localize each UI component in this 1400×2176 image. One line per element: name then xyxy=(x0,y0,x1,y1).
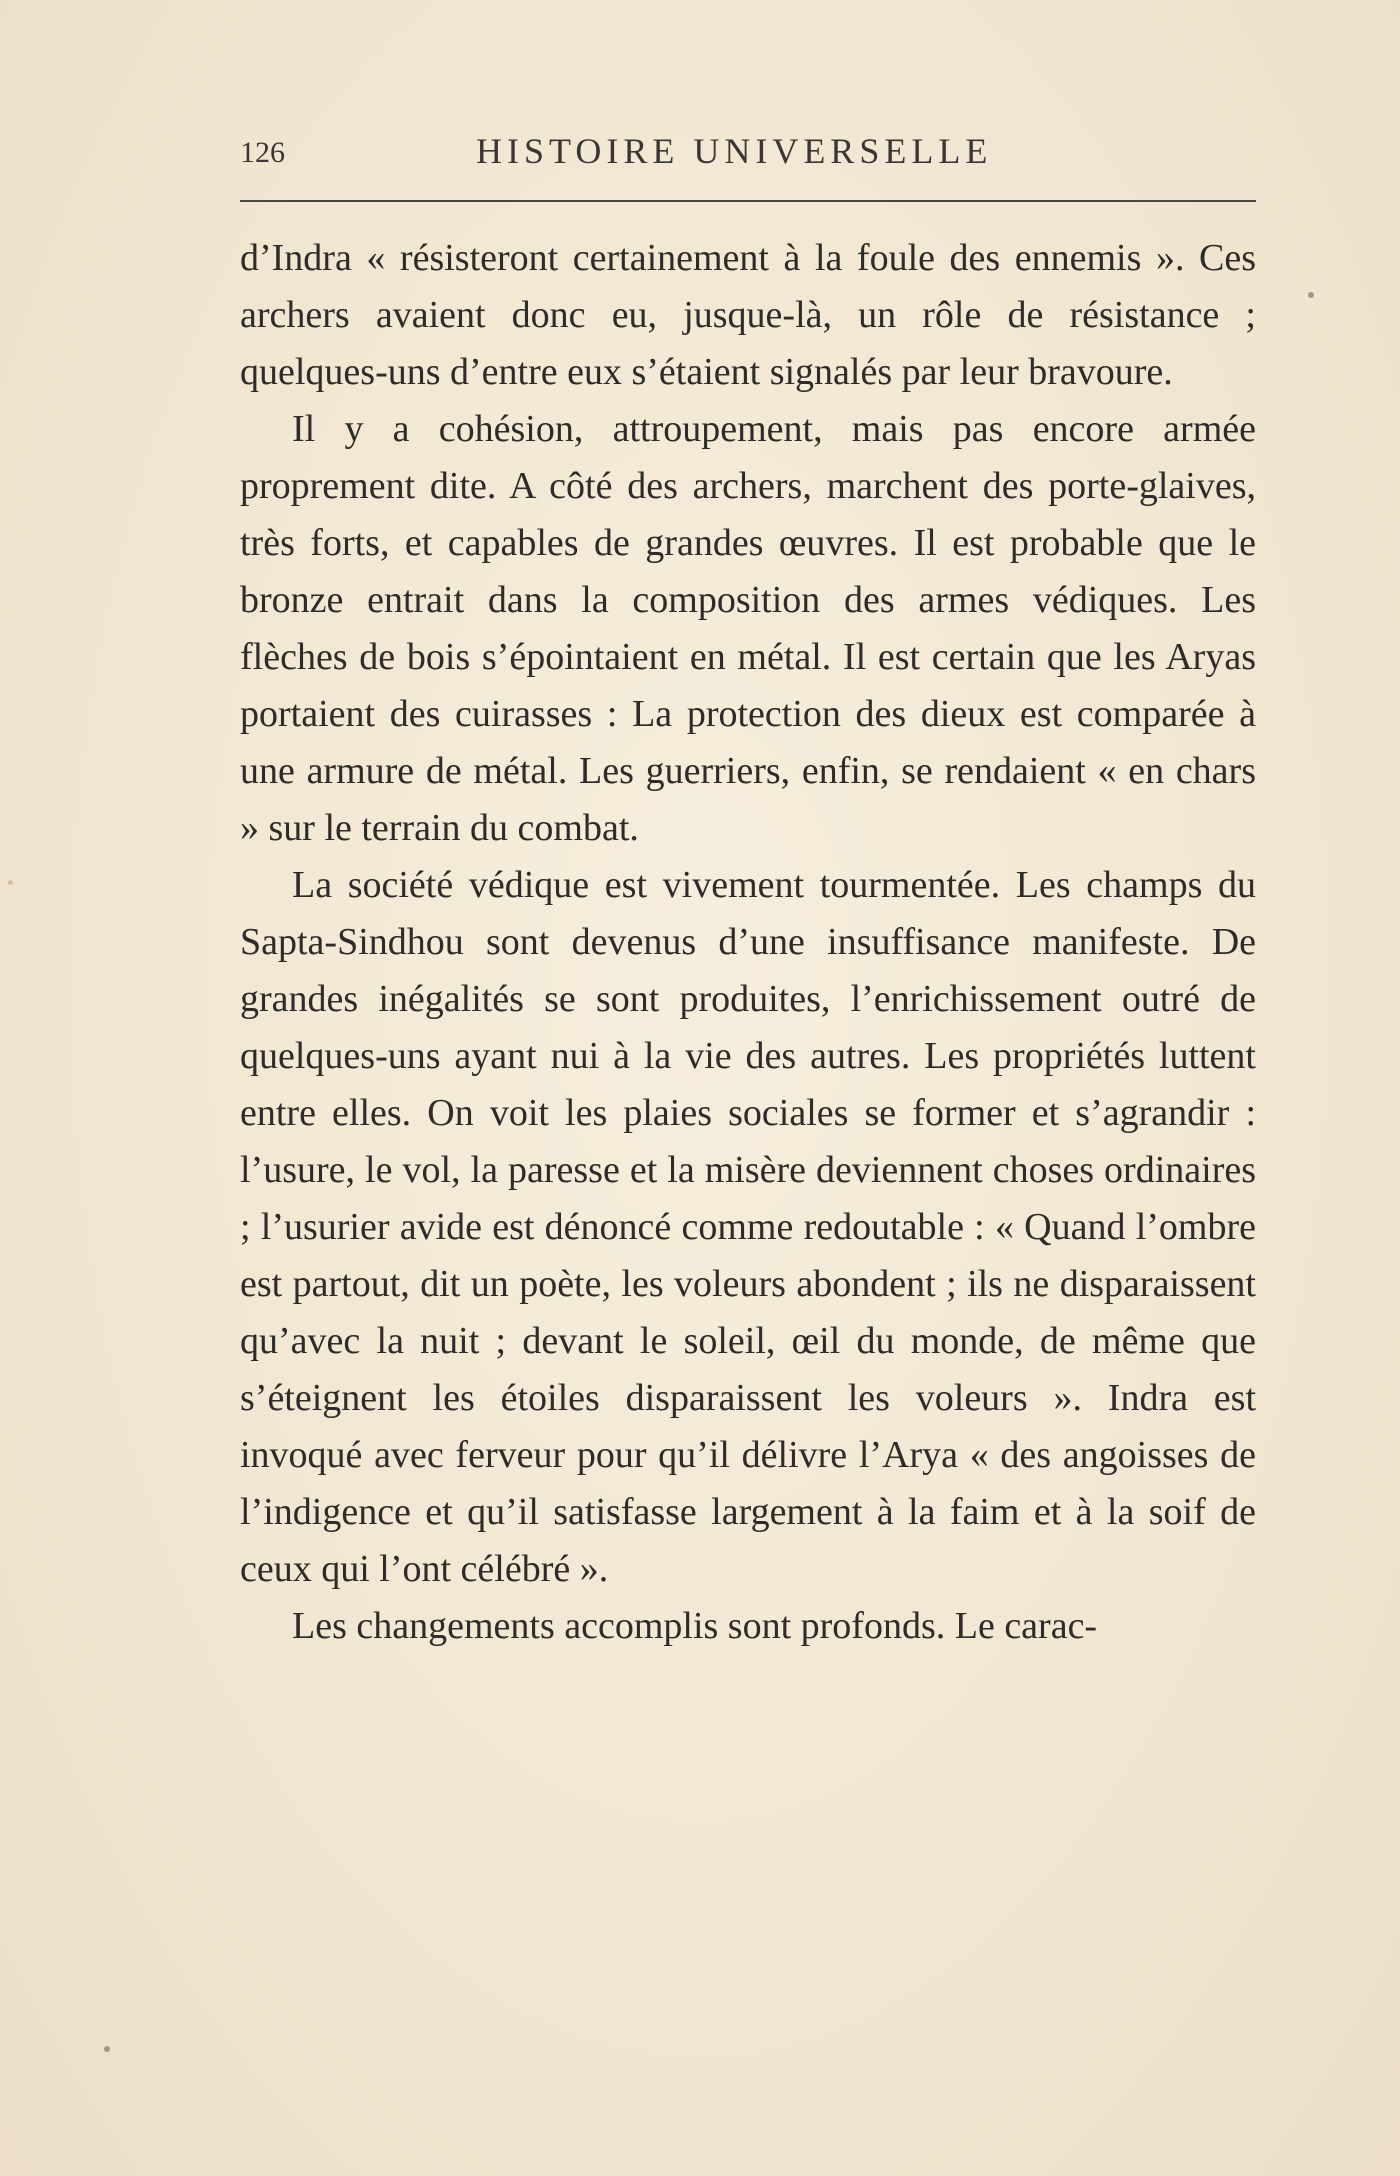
paragraph-2: Il y a cohésion, attroupement, mais pas encore armée proprement dite. A côté des archers, marchent des porte-glaives, très forts, et capables de grandes œuvres. Il est probable que le bronze entrait dans la composition des armes védiques. Les flèches de bois s’épointaient en métal. Il est certain que les Aryas portaient des cuirasses : La protection des dieux est comparée à une armure de métal. Les guerriers, enfin, se rendaient « en chars » sur le terrain du combat. xyxy=(240,408,1256,849)
running-title: HISTOIRE UNIVERSELLE xyxy=(476,131,993,171)
header-rule xyxy=(240,200,1256,202)
paragraph-1: d’Indra « résisteront certainement à la foule des ennemis ». Ces archers avaient donc eu, jusque-là, un rôle de résistance ; quelques-uns d’entre eux s’étaient signalés par leur bravoure. xyxy=(240,237,1256,393)
paper-speck xyxy=(8,880,13,885)
paper-speck xyxy=(104,2046,110,2052)
page-header xyxy=(240,128,1256,178)
paragraph-3: La société védique est vivement tourmentée. Les champs du Sapta-Sindhou sont devenus d’une insuffisance manifeste. De grandes inégalités se sont produites, l’enrichissement outré de quelques-uns ayant nui à la vie des autres. Les propriétés luttent entre elles. On voit les plaies sociales se former et s’agrandir : l’usure, le vol, la paresse et la misère deviennent choses ordinaires ; l’usurier avide est dénoncé comme redoutable : « Quand l’ombre est partout, dit un poète, les voleurs abondent ; ils ne disparaissent qu’avec la nuit ; devant le soleil, œil du monde, de même que s’éteignent les étoiles disparaissent les voleurs ». Indra est invoqué avec ferveur pour qu’il délivre l’Arya « des angoisses de l’indigence et qu’il satisfasse largement à la faim et à la soif de ceux qui l’ont célébré ». xyxy=(240,864,1256,1590)
page-number: 126 xyxy=(240,136,285,169)
paragraph-4: Les changements accomplis sont profonds. Le carac- xyxy=(292,1605,1098,1647)
paper-speck xyxy=(1308,292,1314,298)
body-text xyxy=(240,230,1256,1655)
